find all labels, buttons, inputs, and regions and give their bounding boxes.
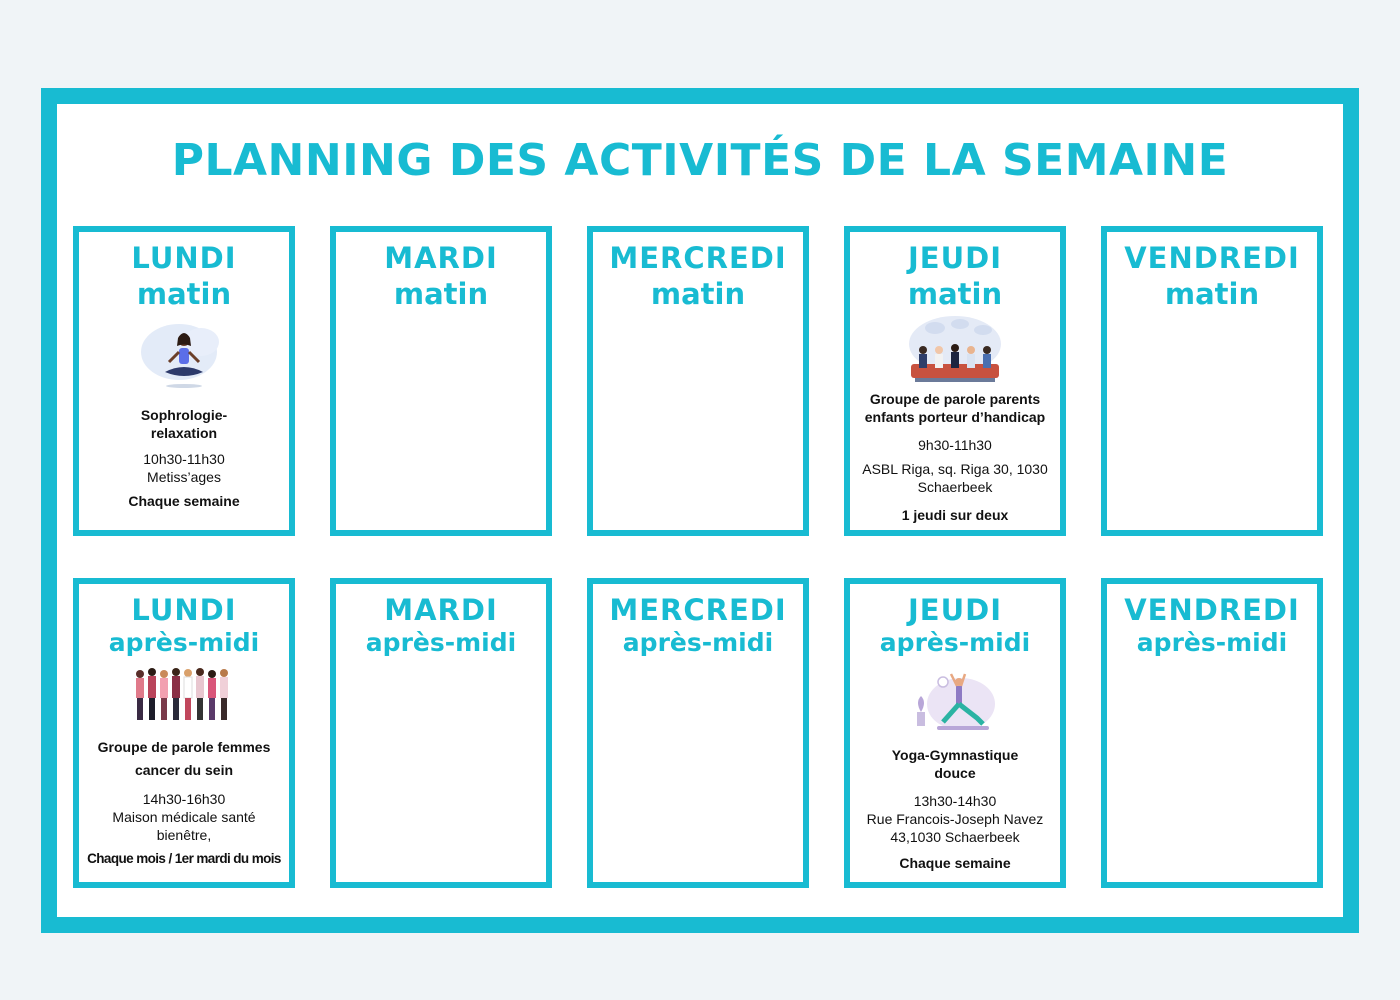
- period-label: matin: [1164, 277, 1260, 311]
- activity-title: Yoga-Gymnastique douce: [891, 747, 1019, 781]
- activity-place: Maison médicale santé bienêtre,: [112, 809, 256, 843]
- day-label: MARDI: [384, 241, 498, 275]
- activity-frequency: Chaque semaine: [899, 855, 1011, 871]
- women-group-illustration: [132, 666, 236, 726]
- card-mardi-matin: [330, 226, 552, 536]
- card-vendredi-apres-midi: [1101, 578, 1323, 888]
- period-label: après-midi: [1136, 628, 1288, 657]
- activity-title: Sophrologie-relaxation: [140, 407, 228, 441]
- card-lundi-apres-midi: [73, 578, 295, 888]
- activity-place: ASBL Riga, sq. Riga 30, 1030 Schaerbeek: [862, 461, 1048, 495]
- card-jeudi-apres-midi: [844, 578, 1066, 888]
- activity-time: 14h30-16h30: [142, 791, 226, 807]
- activity-time: 13h30-14h30: [913, 793, 997, 809]
- meditation-illustration: [139, 320, 229, 392]
- day-label: MERCREDI: [609, 593, 787, 627]
- activity-time: 9h30-11h30: [918, 437, 992, 453]
- day-label: LUNDI: [131, 241, 237, 275]
- day-label: JEUDI: [907, 241, 1002, 275]
- card-lundi-matin: [73, 226, 295, 536]
- activity-frequency: 1 jeudi sur deux: [901, 507, 1009, 523]
- activity-place: Metiss’ages: [147, 469, 221, 485]
- card-mercredi-apres-midi: [587, 578, 809, 888]
- period-label: après-midi: [622, 628, 774, 657]
- yoga-illustration: [907, 668, 1003, 738]
- page-title: PLANNING DES ACTIVITÉS DE LA SEMAINE: [171, 135, 1229, 186]
- discussion-group-illustration: [905, 314, 1005, 386]
- period-label: matin: [393, 277, 489, 311]
- card-mardi-apres-midi: [330, 578, 552, 888]
- day-label: VENDREDI: [1124, 241, 1300, 275]
- period-label: matin: [907, 277, 1003, 311]
- period-label: matin: [136, 277, 232, 311]
- activity-frequency: Chaque semaine: [128, 493, 240, 509]
- activity-place: Rue Francois-Joseph Navez 43,1030 Schaerbeek: [866, 811, 1044, 845]
- day-label: MARDI: [384, 593, 498, 627]
- period-label: matin: [650, 277, 746, 311]
- period-label: après-midi: [108, 628, 260, 657]
- activity-frequency: Chaque mois / 1er mardi du mois: [87, 851, 281, 866]
- day-label: JEUDI: [907, 593, 1002, 627]
- day-label: MERCREDI: [609, 241, 787, 275]
- card-mercredi-matin: [587, 226, 809, 536]
- day-label: LUNDI: [131, 593, 237, 627]
- activity-time: 10h30-11h30: [143, 451, 225, 467]
- card-vendredi-matin: [1101, 226, 1323, 536]
- activity-title: Groupe de parole parents enfants porteur d’handicap: [864, 391, 1046, 425]
- day-label: VENDREDI: [1124, 593, 1300, 627]
- period-label: après-midi: [879, 628, 1031, 657]
- activity-title: Groupe de parole femmes cancer du sein: [97, 739, 271, 778]
- period-label: après-midi: [365, 628, 517, 657]
- card-jeudi-matin: [844, 226, 1066, 536]
